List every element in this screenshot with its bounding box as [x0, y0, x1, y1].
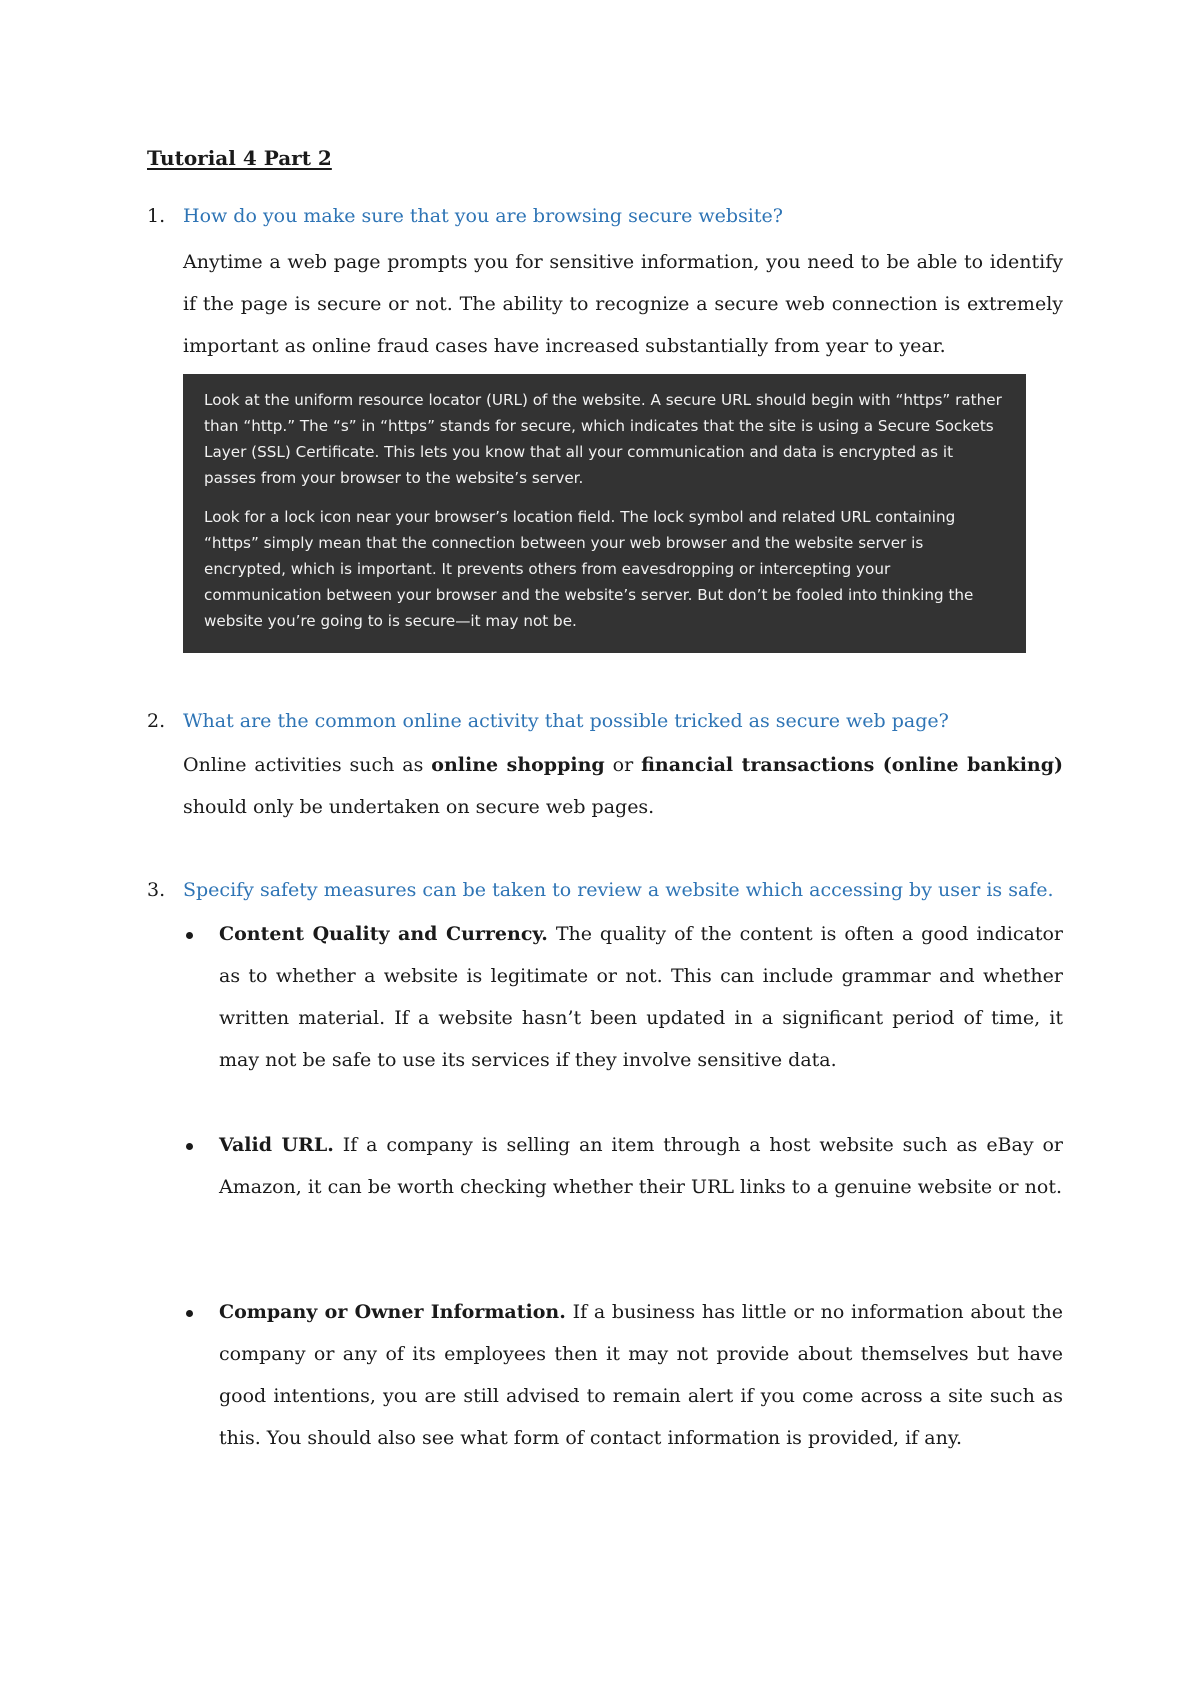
question-2-answer: [183, 744, 1063, 828]
bullet-icon: [183, 913, 193, 955]
screenshot-paragraph-1: Look at the uniform resource locator (URL) of the website. A secure URL should begin with “https” rather than “http.” The “s” in “https” stands for secure, which indicates that the site is using a Secure Sockets Layer (SSL) Certificate. This lets you know that all your communication and data is encrypted as it passes from your browser to the website’s server.: [204, 391, 1002, 487]
answer-emphasis-online-shopping: online shopping: [431, 754, 605, 776]
bullet-body: If a business has little or no information about the company or any of its employees then it may not provide about themselves but have good intentions, you are still advised to remain alert if you come across a site such as this. You should also see what form of contact information is provided, if any.: [219, 1301, 1063, 1449]
bullet-icon: [183, 1124, 193, 1166]
answer-emphasis-financial-transactions: financial transactions (online banking): [641, 754, 1064, 776]
bullet-item-content-quality: [219, 913, 1063, 1081]
bullet-body: If a company is selling an item through a host website such as eBay or Amazon, it can be worth checking whether their URL links to a genuine website or not.: [219, 1134, 1063, 1198]
embedded-screenshot: [183, 374, 1026, 653]
answer-text: should only be undertaken on secure web pages.: [183, 796, 655, 818]
bullet-body: The quality of the content is often a good indicator as to whether a website is legitimate or not. This can include grammar and whether written material. If a website hasn’t been updated in a significant period of time, it may not be safe to use its services if they involve sensitive data.: [219, 923, 1064, 1071]
bullet-icon: [183, 1291, 193, 1333]
question-1-answer: Anytime a web page prompts you for sensitive information, you need to be able to identify if the page is secure or not. The ability to recognize a secure web connection is extremely important as online fraud cases have increased substantially from year to year.: [183, 251, 1063, 357]
bullet-heading: Valid URL.: [219, 1134, 334, 1156]
answer-text: Online activities such as: [183, 754, 432, 776]
question-3-text: Specify safety measures can be taken to review a website which accessing by user is safe.: [183, 879, 1054, 901]
document-title: Tutorial 4 Part 2: [147, 146, 332, 170]
question-3-number: 3.: [147, 879, 166, 901]
question-1-number: 1.: [147, 205, 166, 227]
answer-text: or: [604, 754, 642, 776]
bullet-heading: Company or Owner Information.: [219, 1301, 566, 1323]
bullet-item-valid-url: [219, 1124, 1063, 1208]
bullet-item-company-info: [219, 1291, 1063, 1459]
bullet-heading: Content Quality and Currency.: [219, 923, 548, 945]
question-2-text: What are the common online activity that possible tricked as secure web page?: [183, 710, 949, 732]
question-2-number: 2.: [147, 710, 166, 732]
screenshot-paragraph-2: Look for a lock icon near your browser’s location field. The lock symbol and related URL containing “https” simply mean that the connection between your web browser and the website server is encrypted, which is important. It prevents others from eavesdropping or intercepting your communication between your browser and the website’s server. But don’t be fooled into thinking the website you’re going to is secure—it may not be.: [204, 508, 974, 630]
question-1-text: How do you make sure that you are browsing secure website?: [183, 205, 783, 227]
